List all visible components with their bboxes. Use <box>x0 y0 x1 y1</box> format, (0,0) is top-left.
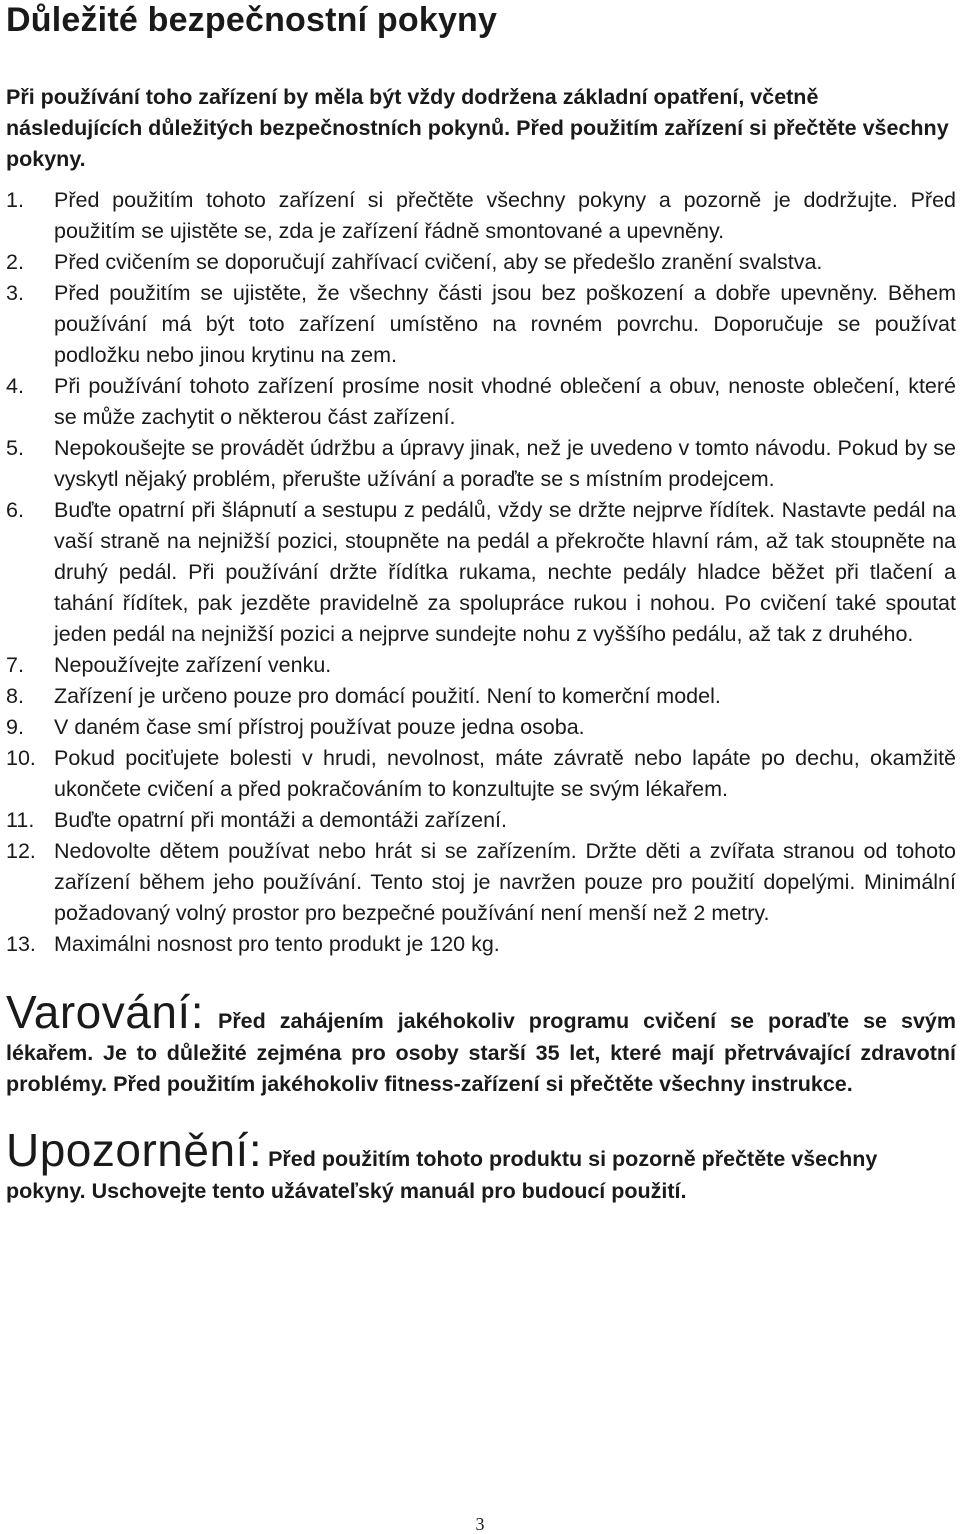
intro-paragraph: Při používání toho zařízení by měla být vždy dodržena základní opatření, včetně následujících důležitých bezpečnostních pokynů. Před použitím zařízení si přečtěte všechny pokyny. <box>6 85 949 171</box>
item-number: 7. <box>6 653 24 677</box>
item-number: 12. <box>6 839 36 863</box>
list-item <box>6 681 956 712</box>
item-number: 11. <box>6 808 35 832</box>
warning-section <box>6 986 956 1100</box>
list-item <box>6 185 956 247</box>
notice-text: Před použitím tohoto produktu si pozorně přečtěte všechny pokyny. Uschovejte tento užávateľský manuál pro budoucí použití. <box>6 1147 878 1203</box>
item-number: 2. <box>6 250 24 274</box>
list-item <box>6 433 956 495</box>
item-text: Buďte opatrní při montáži a demontáži zařízení. <box>54 808 508 832</box>
item-text: Nepokoušejte se provádět údržbu a úpravy jinak, než je uvedeno v tomto návodu. Pokud by se vyskytl nějaký problém, přerušte užívání a poraďte se s místním prodejcem. <box>54 436 956 491</box>
item-number: 4. <box>6 374 24 398</box>
list-item <box>6 278 956 371</box>
document-page <box>6 0 956 1207</box>
item-text: Při používání tohoto zařízení prosíme nosit vhodné oblečení a obuv, nenoste oblečení, které se může zachytit o některou část zařízení. <box>54 374 956 429</box>
item-number: 9. <box>6 715 24 739</box>
item-text: Nepoužívejte zařízení venku. <box>54 653 332 677</box>
warning-title: Varování: <box>6 986 204 1038</box>
item-number: 8. <box>6 684 24 708</box>
list-item <box>6 247 956 278</box>
item-text: Zařízení je určeno pouze pro domácí použití. Není to komerční model. <box>54 684 721 708</box>
item-number: 1. <box>6 188 24 212</box>
list-item <box>6 650 956 681</box>
list-item <box>6 712 956 743</box>
list-item <box>6 371 956 433</box>
warning-text: Před zahájením jakéhokoliv programu cvičení se poraďte se svým lékařem. Je to důležité zejména pro osoby starší 35 let, které mají přetrvávající zdravotní problémy. Před použitím jakéhokoliv fitness-zařízení si přečtěte všechny instrukce. <box>6 1009 956 1096</box>
item-text: Nedovolte dětem používat nebo hrát si se zařízením. Držte děti a zvířata stranou od tohoto zařízení během jeho používání. Tento stoj je navržen pouze pro použití dopelými. Minimální požadovaný volný prostor pro bezpečné používání není menší než 2 metry. <box>54 839 956 925</box>
list-item <box>6 929 956 960</box>
item-number: 6. <box>6 498 24 522</box>
list-item <box>6 805 956 836</box>
item-text: Buďte opatrní při šlápnutí a sestupu z pedálů, vždy se držte nejprve řídítek. Nastavte pedál na vaší straně na nejnižší pozici, stoupněte na pedál a překročte hlavní rám, až tak stoupněte na druhý pedál. Při používání držte řídítka rukama, nechte pedály hladce běžet při tlačení a tahání řídítek, pak jezděte pravidelně za spolupráce rukou i nohou. Po cvičení také spoutat jeden pedál na nejnižší pozici a nejprve sundejte nohu z vyššího pedálu, až tak z druhého. <box>54 498 956 646</box>
page-number: 3 <box>475 1514 485 1534</box>
page-title: Důležité bezpečnostní pokyny <box>6 1 498 39</box>
list-item <box>6 743 956 805</box>
item-text: Maximálni nosnost pro tento produkt je 120 kg. <box>54 932 500 956</box>
list-item <box>6 495 956 650</box>
list-item <box>6 836 956 929</box>
item-number: 13. <box>6 932 36 956</box>
item-text: V daném čase smí přístroj používat pouze jedna osoba. <box>54 715 585 739</box>
item-number: 10. <box>6 746 36 770</box>
item-text: Pokud pociťujete bolesti v hrudi, nevolnost, máte závratě nebo lapáte po dechu, okamžitě ukončete cvičení a před pokračováním to konzultujte se svým lékařem. <box>54 746 956 801</box>
item-text: Před cvičením se doporučují zahřívací cvičení, aby se předešlo zranění svalstva. <box>54 250 823 274</box>
notice-title: Upozornění: <box>6 1124 263 1176</box>
item-number: 3. <box>6 281 24 305</box>
safety-instructions-list <box>6 185 956 960</box>
notice-section <box>6 1124 956 1207</box>
item-text: Před použitím tohoto zařízení si přečtěte všechny pokyny a pozorně je dodržujte. Před použitím se ujistěte se, zda je zařízení řádně smontované a upevněny. <box>54 188 956 243</box>
item-text: Před použitím se ujistěte, že všechny části jsou bez poškození a dobře upevněny. Během používání má být toto zařízení umístěno na rovném povrchu. Doporučuje se používat podložku nebo jinou krytinu na zem. <box>54 281 956 367</box>
item-number: 5. <box>6 436 24 460</box>
